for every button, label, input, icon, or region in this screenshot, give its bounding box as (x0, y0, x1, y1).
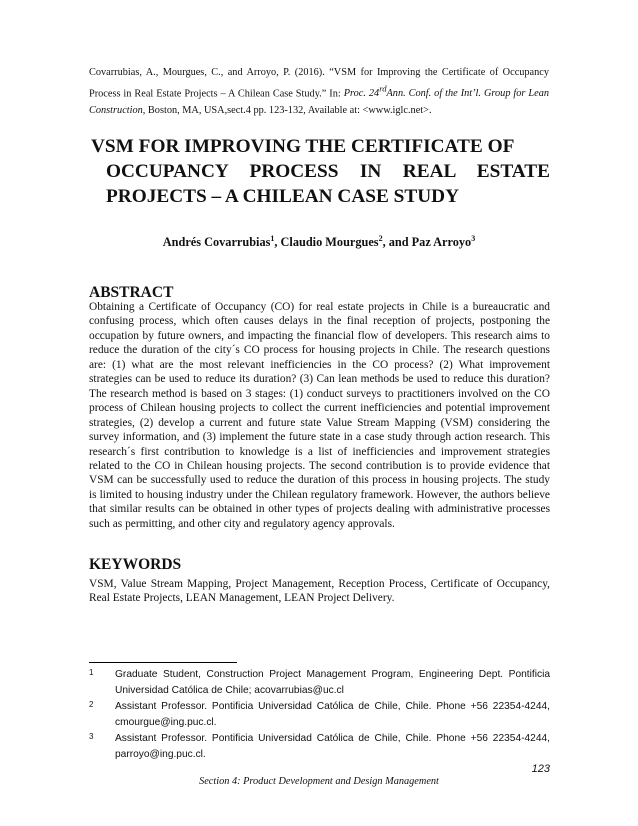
abstract-heading: ABSTRACT (89, 284, 174, 301)
abstract-body: Obtaining a Certificate of Occupancy (CO) for real estate projects in Chile is a bureaucratic and confusing process, which often causes delays in the final reception of projects, postponing the occupation by future owners, and impacting the financial flow of developers. This research aims to reduce the duration of the city´s CO process for housing projects in Chile. The research questions are: (1) what are the most relevant inefficiencies in the CO process? (2) What improvement strategies can be used to reduce its duration? (3) Can lean methods be used to reduce this duration? The research method is based on 3 stages: (1) conduct surveys to practitioners involved on the CO process of Chilean housing projects to collect the current inefficiencies and potential improvement strategies, (2) develop a current and future state Value Stream Mapping (VSM) considering the survey information, and (3) implement the future state in a case study through action research. This research´s first contribution to knowledge is a list of inefficiencies and improvement strategies related to the CO in Chilean housing projects. The second contribution is to provide evidence that VSM can be successfully used to reduce the duration of this process in housing projects. The study is limited to housing industry under the Chilean regulatory framework. However, the authors believe that similar results can be obtained in other types of projects dealing with administrative processes such as permitting, and other city and regulatory agency approvals. (89, 301, 550, 530)
citation-authors-year: Covarrubias, A., Mourgues, C., and Arroyo, P. (2016). (89, 67, 325, 78)
footnote-number: 1 (89, 668, 94, 677)
footnote-text: Assistant Professor. Pontificia Universidad Católica de Chile, Chile. Phone +56 22354-4244, cmourgue@ing.puc.cl. (115, 701, 550, 728)
keywords-body: VSM, Value Stream Mapping, Project Management, Reception Process, Certificate of Occupancy, Real Estate Projects, LEAN Management, LEAN Project Delivery. (89, 578, 550, 605)
footnote-number: 2 (89, 700, 94, 709)
footnote (89, 667, 550, 699)
title-line-3: PROJECTS – A CHILEAN CASE STUDY (106, 186, 460, 207)
keywords-heading: KEYWORDS (89, 556, 182, 573)
footnote-text: Graduate Student, Construction Project Management Program, Engineering Dept. Pontificia Universidad Católica de Chile; acovarrubias@uc.cl (115, 669, 550, 696)
author-name: Andrés Covarrubias (162, 235, 271, 250)
footnote (89, 731, 550, 763)
running-footer: Section 4: Product Development and Design Management (199, 776, 439, 787)
footnote-separator (89, 662, 237, 663)
author-affiliation-mark: 3 (471, 234, 476, 243)
author-list (0, 234, 638, 250)
author-affiliation-mark: 2 (378, 234, 383, 243)
title-line-2: OCCUPANCY PROCESS IN REAL ESTATE (106, 161, 550, 182)
footnote-number: 3 (89, 732, 94, 741)
citation-in-prefix: In: (329, 88, 341, 100)
paper-title (91, 134, 550, 209)
author-separator: , (274, 235, 281, 250)
citation-paper-title: “VSM for Improving the Certificate of Occupancy Process in Real Estate Projects – A Chilean Case Study.” (89, 67, 549, 100)
author-name: Claudio Mourgues (280, 235, 379, 250)
citation-proceedings-sup: rd (379, 84, 387, 94)
author-affiliation-mark: 1 (270, 234, 275, 243)
citation-proceedings-rest: Ann. Conf. of the Int’l. Group for Lean Construction (89, 88, 549, 117)
author-separator: , and (382, 235, 412, 250)
page-number: 123 (531, 763, 550, 775)
footnote-text: Assistant Professor. Pontificia Universidad Católica de Chile, Chile. Phone +56 22354-4244, parroyo@ing.puc.cl. (115, 733, 550, 760)
citation-location-pages: , Boston, MA, USA,sect.4 pp. 123-132, Available at: <www.iglc.net>. (142, 105, 432, 117)
footnote (89, 699, 550, 731)
citation-block (89, 64, 549, 119)
footnotes (89, 667, 550, 763)
title-line-1: VSM FOR IMPROVING THE CERTIFICATE OF (91, 136, 515, 157)
author-name: Paz Arroyo (411, 235, 472, 250)
citation-proceedings-start: Proc. 24 (343, 88, 380, 100)
